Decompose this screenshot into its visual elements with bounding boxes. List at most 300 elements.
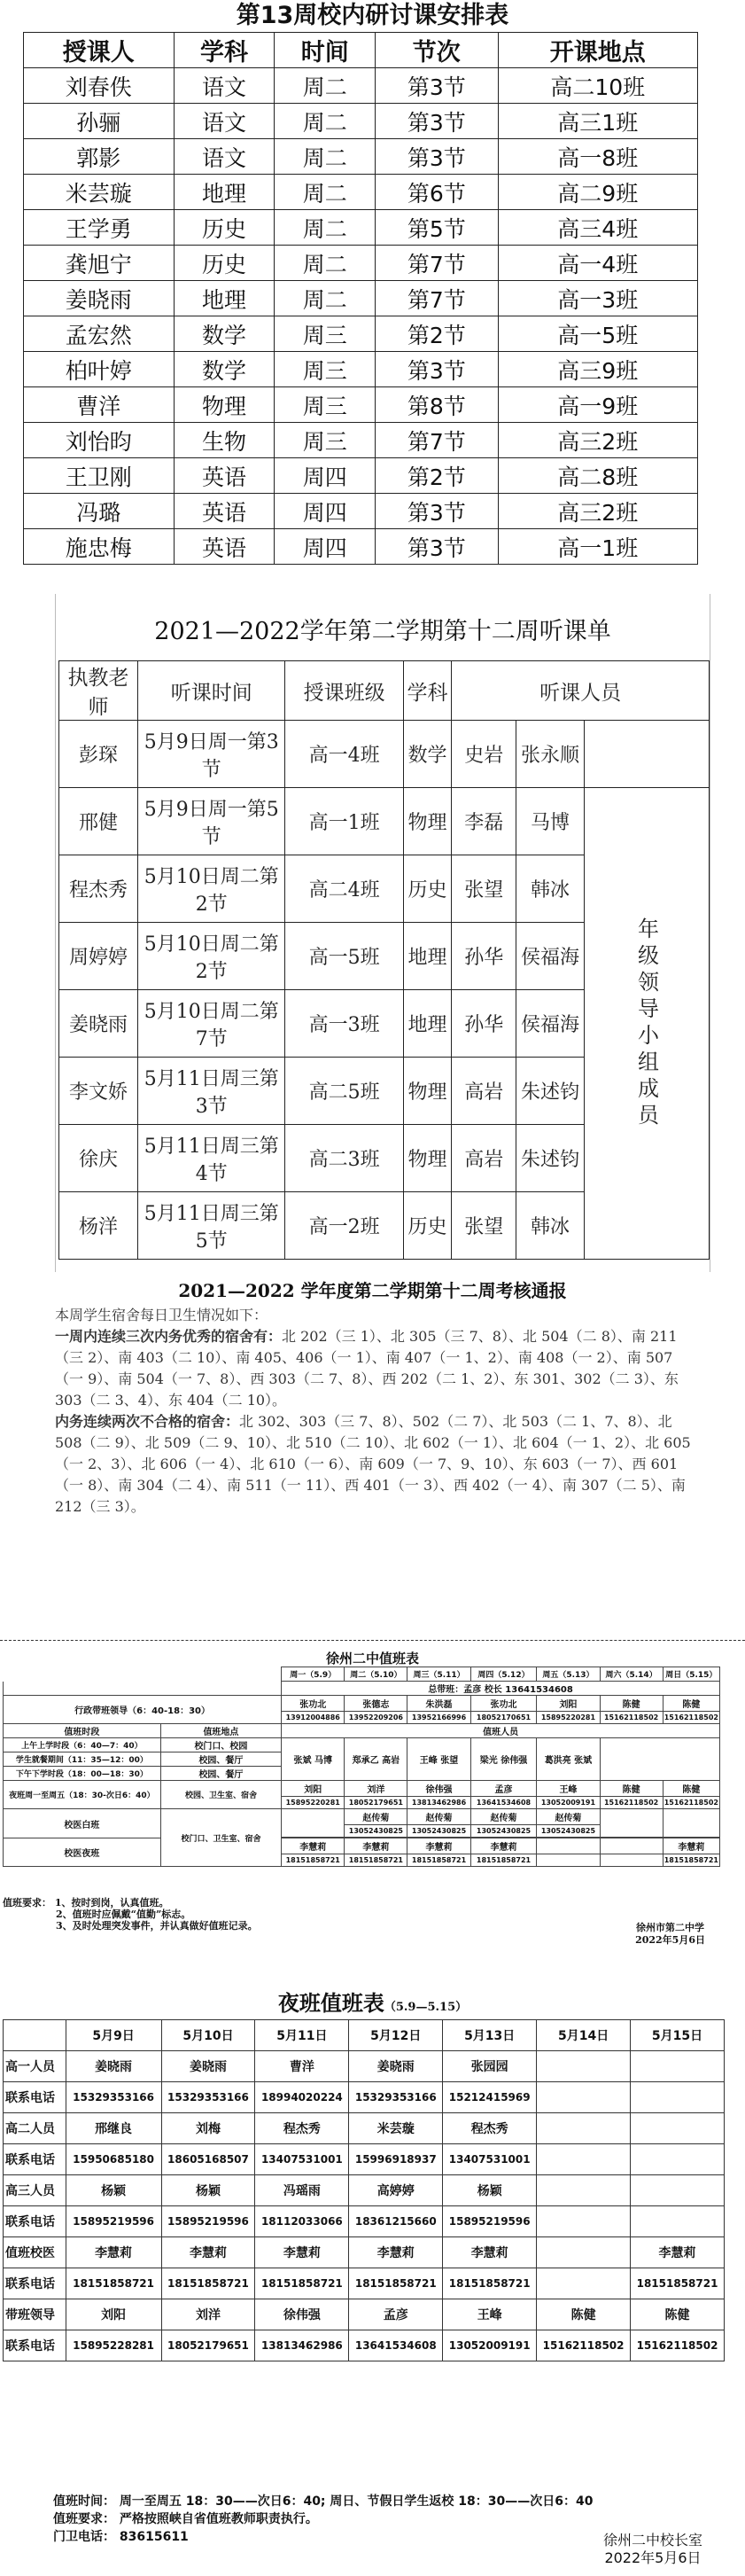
name-cell: 李慧莉 bbox=[255, 2237, 349, 2268]
table-cell: 张望 bbox=[452, 1192, 516, 1260]
row-label: 高一人员 bbox=[4, 2051, 66, 2082]
table-cell: 校门口、卫生室、宿舍 bbox=[160, 1809, 281, 1867]
name-cell: 刘阳 bbox=[66, 2299, 161, 2330]
row-label: 高三人员 bbox=[4, 2175, 66, 2206]
table-cell: 地理 bbox=[174, 175, 275, 210]
table-cell: 校园、餐厅 bbox=[160, 1767, 281, 1781]
name-cell: 姜晓雨 bbox=[66, 2051, 161, 2082]
name-cell bbox=[537, 2051, 631, 2082]
phone-cell: 18112033066 bbox=[255, 2206, 349, 2237]
table-cell: 5月11日周三第5节 bbox=[138, 1192, 285, 1260]
table-cell: 18151858721 bbox=[407, 1854, 470, 1867]
table-cell: 第6节 bbox=[376, 175, 498, 210]
phone-cell: 13407531001 bbox=[443, 2144, 537, 2175]
table-cell: 陈健 bbox=[663, 1781, 719, 1797]
table-cell: 周二 bbox=[275, 210, 376, 246]
table-cell: 周四 bbox=[275, 494, 376, 529]
phone-cell bbox=[631, 2206, 725, 2237]
table-cell: 龚旭宁 bbox=[24, 246, 175, 281]
table-cell: 15162118502 bbox=[663, 1797, 719, 1809]
header-cell: 时间 bbox=[275, 33, 376, 68]
table-cell: 高一8班 bbox=[498, 139, 698, 175]
table-cell: 高一4班 bbox=[285, 721, 403, 788]
table-cell: 历史 bbox=[403, 1192, 452, 1260]
name-cell: 李慧莉 bbox=[631, 2237, 725, 2268]
phone-cell: 15162118502 bbox=[537, 2330, 631, 2361]
table-cell: 第8节 bbox=[376, 387, 498, 423]
table-cell bbox=[537, 1838, 600, 1854]
table-cell: 第2节 bbox=[376, 458, 498, 494]
table-cell: 周四 bbox=[275, 529, 376, 565]
phone-cell: 18151858721 bbox=[443, 2268, 537, 2299]
name-cell: 姜晓雨 bbox=[349, 2051, 443, 2082]
table-cell: 施忠梅 bbox=[24, 529, 175, 565]
table-row bbox=[24, 68, 698, 104]
phone-cell bbox=[537, 2082, 631, 2113]
table-cell: 周二 bbox=[275, 104, 376, 139]
name-cell: 程杰秀 bbox=[255, 2113, 349, 2144]
table-cell: 王峰 bbox=[537, 1781, 600, 1797]
phone-cell: 15895228281 bbox=[66, 2330, 161, 2361]
duty-section bbox=[0, 1640, 745, 1972]
table-row bbox=[24, 246, 698, 281]
table-cell: 周日（5.15） bbox=[663, 1667, 719, 1682]
table-cell: 高三9班 bbox=[498, 352, 698, 387]
table-cell bbox=[600, 1809, 663, 1838]
table-cell: 郑承乙 高岩 bbox=[345, 1738, 407, 1781]
phone-cell: 18994020224 bbox=[255, 2082, 349, 2113]
duty-sign-date: 2022年5月6日 bbox=[635, 1934, 705, 1946]
table-cell: 张德志 bbox=[345, 1696, 407, 1712]
table-row bbox=[4, 2144, 725, 2175]
table-cell: 第2节 bbox=[376, 316, 498, 352]
table-cell: 第7节 bbox=[376, 423, 498, 458]
table-cell: 地理 bbox=[403, 923, 452, 990]
phone-cell bbox=[537, 2144, 631, 2175]
row-label: 高二人员 bbox=[4, 2113, 66, 2144]
table-cell: 值班人员 bbox=[282, 1724, 720, 1738]
phone-cell: 18151858721 bbox=[255, 2268, 349, 2299]
name-cell: 李慧莉 bbox=[443, 2237, 537, 2268]
table-cell bbox=[282, 1809, 345, 1838]
table-cell: 13641534608 bbox=[470, 1797, 537, 1809]
phone-cell: 18361215660 bbox=[349, 2206, 443, 2237]
table-cell: 周四 bbox=[275, 458, 376, 494]
table-row bbox=[59, 721, 710, 788]
fail-label: 内务连续两次不合格的宿舍： bbox=[55, 1413, 240, 1430]
table-row bbox=[24, 494, 698, 529]
duty-note: 3、及时处理突发事件，并认真做好值班记录。 bbox=[56, 1920, 258, 1932]
table-row bbox=[24, 352, 698, 387]
table-cell: 梁光 徐伟强 bbox=[470, 1738, 537, 1781]
phone-cell: 13052009191 bbox=[443, 2330, 537, 2361]
table-row bbox=[4, 1696, 720, 1712]
phone-cell: 15895219596 bbox=[161, 2206, 255, 2237]
table-cell: 周三 bbox=[275, 352, 376, 387]
table-row bbox=[4, 2237, 725, 2268]
table-row bbox=[4, 1667, 720, 1682]
table-cell: 地理 bbox=[174, 281, 275, 316]
night-footer bbox=[53, 2493, 593, 2546]
table-cell: 米芸璇 bbox=[24, 175, 175, 210]
table-row bbox=[4, 1781, 720, 1797]
table-cell: 曹洋 bbox=[24, 387, 175, 423]
table-cell: 姜晓雨 bbox=[24, 281, 175, 316]
table-cell bbox=[584, 721, 709, 788]
table-cell: 高三2班 bbox=[498, 423, 698, 458]
table-cell: 高一1班 bbox=[285, 788, 403, 855]
excellent-label: 一周内连续三次内务优秀的宿舍有： bbox=[55, 1328, 283, 1345]
table-row bbox=[24, 139, 698, 175]
table-cell: 赵传菊 bbox=[345, 1809, 407, 1825]
table-cell: 5月9日周一第5节 bbox=[138, 788, 285, 855]
table-cell: 姜晓雨 bbox=[59, 990, 138, 1058]
table-cell bbox=[600, 1854, 663, 1867]
table-cell: 第5节 bbox=[376, 210, 498, 246]
table-cell: 高一5班 bbox=[285, 923, 403, 990]
table-cell: 刘春佚 bbox=[24, 68, 175, 104]
name-cell: 杨颖 bbox=[66, 2175, 161, 2206]
excellent-list: 北 202（三 1）、北 305（三 7、8）、北 504（二 8）、南 211（三 2）、南 403（二 10）、南 405、406（一 1）、南 407（一 1、2）、南 408（一 2）、南 507（一 9）、南 504（一 7、8）、西 303（二 7、8）、西 202（二 1、2）、东 301、302（二 3）、东 303（二 3、4）、东 404（二 10）。 bbox=[55, 1328, 679, 1409]
phone-cell: 15212415969 bbox=[443, 2082, 537, 2113]
phone-cell: 13641534608 bbox=[349, 2330, 443, 2361]
date-header: 5月13日 bbox=[443, 2020, 537, 2051]
table-cell: 5月9日周一第3节 bbox=[138, 721, 285, 788]
side-note-cell bbox=[584, 788, 709, 1260]
phone-cell: 18151858721 bbox=[631, 2268, 725, 2299]
row-label: 联系电话 bbox=[4, 2330, 66, 2361]
table-cell: 周二 bbox=[275, 139, 376, 175]
phone-cell: 13407531001 bbox=[255, 2144, 349, 2175]
table-cell: 周四（5.12） bbox=[470, 1667, 537, 1682]
table-cell: 郭影 bbox=[24, 139, 175, 175]
table-row bbox=[59, 788, 710, 855]
divider bbox=[0, 1640, 745, 1641]
table-cell: 王卫刚 bbox=[24, 458, 175, 494]
table-cell bbox=[663, 1809, 719, 1838]
phone-cell: 15895219596 bbox=[443, 2206, 537, 2237]
night-table bbox=[3, 2019, 725, 2361]
name-cell: 高婷婷 bbox=[349, 2175, 443, 2206]
header-row bbox=[4, 2020, 725, 2051]
table-cell: 徐庆 bbox=[59, 1125, 138, 1192]
table-cell: 刘怡昀 bbox=[24, 423, 175, 458]
table-cell: 韩冰 bbox=[516, 1192, 585, 1260]
header-row bbox=[59, 661, 710, 721]
table-cell: 柏叶婷 bbox=[24, 352, 175, 387]
night-title bbox=[0, 1986, 745, 2017]
header-cell: 听课人员 bbox=[452, 661, 710, 721]
table-cell bbox=[4, 1682, 282, 1696]
table-cell: 高岩 bbox=[452, 1058, 516, 1125]
name-cell bbox=[537, 2175, 631, 2206]
table-cell: 校园、餐厅 bbox=[160, 1752, 281, 1767]
table-cell bbox=[4, 1667, 282, 1682]
table-row bbox=[24, 104, 698, 139]
table-cell: 数学 bbox=[174, 352, 275, 387]
table-cell: 马博 bbox=[516, 788, 585, 855]
report-section bbox=[0, 1276, 745, 1618]
table-cell: 5月10日周二第2节 bbox=[138, 923, 285, 990]
table-cell: 历史 bbox=[403, 855, 452, 923]
fail-list: 北 302、303（三 7、8）、502（二 7）、北 503（二 1、7、8）、北 508（二 9）、北 509（二 9、10）、北 510（二 10）、北 602（一 1）、北 604（一 1、2）、北 605（一 2、3）、北 606（一 4）、北 610（一 6）、南 609（一 7、9、10）、东 603（一 7）、西 601（一 8）、南 304（二 4）、南 511（一 11）、西 401（一 3）、西 402（一 4）、南 307（二 5）、南 212（三 3）。 bbox=[55, 1413, 691, 1515]
table-cell: 周婷婷 bbox=[59, 923, 138, 990]
phone-cell: 15996918937 bbox=[349, 2144, 443, 2175]
header-cell: 节次 bbox=[376, 33, 498, 68]
table-cell: 陈健 bbox=[663, 1696, 719, 1712]
table-cell: 韩冰 bbox=[516, 855, 585, 923]
row-label: 带班领导 bbox=[4, 2299, 66, 2330]
table-row bbox=[4, 2299, 725, 2330]
phone-cell bbox=[631, 2144, 725, 2175]
table-cell: 高二4班 bbox=[285, 855, 403, 923]
night-title-text: 夜班值班表 bbox=[277, 1990, 384, 2016]
name-cell: 刘洋 bbox=[161, 2299, 255, 2330]
table-cell: 总带班：孟彦 校长 13641534608 bbox=[282, 1682, 720, 1696]
table-cell: 徐伟强 bbox=[407, 1781, 470, 1797]
table-cell: 18151858721 bbox=[345, 1854, 407, 1867]
table-cell: 孙华 bbox=[452, 990, 516, 1058]
table-cell: 13912004886 bbox=[282, 1712, 345, 1724]
week13-section bbox=[0, 0, 745, 567]
table-cell: 张永顺 bbox=[516, 721, 585, 788]
table-cell: 13952166996 bbox=[407, 1712, 470, 1724]
table-cell: 彭琛 bbox=[59, 721, 138, 788]
table-cell: 15895220281 bbox=[537, 1712, 600, 1724]
table-cell: 周三 bbox=[275, 316, 376, 352]
phone-cell: 18052179651 bbox=[161, 2330, 255, 2361]
table-cell: 周二 bbox=[275, 281, 376, 316]
table-cell: 15162118502 bbox=[663, 1712, 719, 1724]
row-label: 联系电话 bbox=[4, 2206, 66, 2237]
date-header: 5月14日 bbox=[537, 2020, 631, 2051]
table-cell: 朱述钧 bbox=[516, 1125, 585, 1192]
table-cell: 5月11日周三第3节 bbox=[138, 1058, 285, 1125]
night-title-sub: （5.9—5.15） bbox=[384, 2001, 468, 2014]
table-cell: 史岩 bbox=[452, 721, 516, 788]
name-cell: 李慧莉 bbox=[349, 2237, 443, 2268]
phone-cell bbox=[631, 2082, 725, 2113]
table-cell: 李文娇 bbox=[59, 1058, 138, 1125]
table-cell: 高三4班 bbox=[498, 210, 698, 246]
name-cell bbox=[537, 2237, 631, 2268]
table-cell: 高三1班 bbox=[498, 104, 698, 139]
table-cell: 数学 bbox=[403, 721, 452, 788]
table-cell: 程杰秀 bbox=[59, 855, 138, 923]
table-cell: 5月10日周二第2节 bbox=[138, 855, 285, 923]
table-cell: 地理 bbox=[403, 990, 452, 1058]
table-cell: 历史 bbox=[174, 246, 275, 281]
night-sign-date: 2022年5月6日 bbox=[604, 2549, 702, 2566]
table-cell: 行政带班领导（6：40-18：30） bbox=[4, 1696, 282, 1724]
date-header: 5月9日 bbox=[66, 2020, 161, 2051]
table-cell: 周五（5.13） bbox=[537, 1667, 600, 1682]
table-cell: 语文 bbox=[174, 104, 275, 139]
table-cell: 15162118502 bbox=[600, 1712, 663, 1724]
table-cell: 高二8班 bbox=[498, 458, 698, 494]
table-row bbox=[24, 281, 698, 316]
table-cell: 李慧莉 bbox=[345, 1838, 407, 1854]
table-cell: 语文 bbox=[174, 139, 275, 175]
duty-note: 2、值班时应佩戴“值勤”标志。 bbox=[56, 1909, 191, 1920]
table-cell: 李慧莉 bbox=[282, 1838, 345, 1854]
table-cell: 18151858721 bbox=[470, 1854, 537, 1867]
table-cell: 第3节 bbox=[376, 68, 498, 104]
listen-table bbox=[58, 660, 710, 1260]
table-cell: 历史 bbox=[174, 210, 275, 246]
header-cell: 授课人 bbox=[24, 33, 175, 68]
listen-section bbox=[0, 594, 745, 1276]
table-cell: 高一9班 bbox=[498, 387, 698, 423]
phone-cell: 15329353166 bbox=[161, 2082, 255, 2113]
table-cell: 校园、卫生室、宿舍 bbox=[160, 1781, 281, 1809]
night-signature bbox=[603, 2532, 702, 2567]
table-row bbox=[24, 458, 698, 494]
phone-cell: 15329353166 bbox=[66, 2082, 161, 2113]
date-header: 5月10日 bbox=[161, 2020, 255, 2051]
row-label: 值班校医 bbox=[4, 2237, 66, 2268]
duty-notes bbox=[3, 1897, 720, 1932]
table-cell: 冯璐 bbox=[24, 494, 175, 529]
name-cell bbox=[537, 2113, 631, 2144]
table-cell: 周六（5.14） bbox=[600, 1667, 663, 1682]
name-cell bbox=[631, 2113, 725, 2144]
table-cell: 英语 bbox=[174, 529, 275, 565]
table-cell: 13952209206 bbox=[345, 1712, 407, 1724]
table-cell: 杨洋 bbox=[59, 1192, 138, 1260]
table-cell: 邢健 bbox=[59, 788, 138, 855]
table-cell: 周一（5.9） bbox=[282, 1667, 345, 1682]
table-cell: 刘阳 bbox=[537, 1696, 600, 1712]
row-label: 联系电话 bbox=[4, 2144, 66, 2175]
table-cell: 侯福海 bbox=[516, 990, 585, 1058]
table-cell: 语文 bbox=[174, 68, 275, 104]
table-row bbox=[24, 175, 698, 210]
name-cell bbox=[631, 2175, 725, 2206]
table-cell: 陈健 bbox=[600, 1781, 663, 1797]
table-cell: 高一3班 bbox=[285, 990, 403, 1058]
duty-sign-org: 徐州市第二中学 bbox=[636, 1922, 705, 1933]
table-cell: 王峰 张望 bbox=[407, 1738, 470, 1781]
table-cell: 第7节 bbox=[376, 281, 498, 316]
header-cell: 授课班级 bbox=[285, 661, 403, 721]
table-row bbox=[4, 1682, 720, 1696]
table-row bbox=[24, 316, 698, 352]
name-cell: 李慧莉 bbox=[161, 2237, 255, 2268]
name-cell: 刘梅 bbox=[161, 2113, 255, 2144]
table-cell: 13052430825 bbox=[470, 1825, 537, 1838]
table-cell: 5月10日周二第7节 bbox=[138, 990, 285, 1058]
table-row bbox=[4, 1838, 720, 1854]
name-cell: 孟彦 bbox=[349, 2299, 443, 2330]
header-cell: 执教老师 bbox=[59, 661, 138, 721]
table-cell: 值班时段 bbox=[4, 1724, 161, 1738]
table-cell: 13052009191 bbox=[537, 1797, 600, 1809]
table-row bbox=[24, 423, 698, 458]
phone-cell: 13813462986 bbox=[255, 2330, 349, 2361]
header-cell: 听课时间 bbox=[138, 661, 285, 721]
table-cell: 周三 bbox=[275, 423, 376, 458]
night-foot-phone: 门卫电话： 83615611 bbox=[53, 2530, 189, 2544]
name-cell bbox=[631, 2051, 725, 2082]
table-cell: 张功北 bbox=[282, 1696, 345, 1712]
name-cell: 张园园 bbox=[443, 2051, 537, 2082]
report-intro: 本周学生宿舍每日卫生情况如下： bbox=[55, 1307, 268, 1323]
report-title: 2021—2022 学年度第二学期第十二周考核通报 bbox=[178, 1280, 567, 1301]
table-cell: 孙骊 bbox=[24, 104, 175, 139]
table-row bbox=[4, 2082, 725, 2113]
name-cell: 杨颖 bbox=[443, 2175, 537, 2206]
table-cell: 13052430825 bbox=[345, 1825, 407, 1838]
table-cell: 第3节 bbox=[376, 352, 498, 387]
table-cell: 校医夜班 bbox=[4, 1838, 161, 1867]
table-cell: 张功北 bbox=[470, 1696, 537, 1712]
table-cell: 13052430825 bbox=[407, 1825, 470, 1838]
table-cell: 侯福海 bbox=[516, 923, 585, 990]
phone-cell: 15950685180 bbox=[66, 2144, 161, 2175]
table-row bbox=[4, 2330, 725, 2361]
table-cell: 值班地点 bbox=[160, 1724, 281, 1738]
table-row bbox=[4, 2268, 725, 2299]
table-cell: 5月11日周三第4节 bbox=[138, 1125, 285, 1192]
table-cell: 刘阳 bbox=[282, 1781, 345, 1797]
table-cell: 英语 bbox=[174, 494, 275, 529]
table-cell: 学生就餐期间（11：35—12：00） bbox=[4, 1752, 161, 1767]
table-cell: 第3节 bbox=[376, 139, 498, 175]
name-cell: 姜晓雨 bbox=[161, 2051, 255, 2082]
table-cell: 下午下学时段（18：00—18：30） bbox=[4, 1767, 161, 1781]
name-cell: 程杰秀 bbox=[443, 2113, 537, 2144]
week13-title: 第13周校内研讨课安排表 bbox=[236, 2, 509, 29]
table-cell: 张斌 马博 bbox=[282, 1738, 345, 1781]
phone-cell bbox=[537, 2206, 631, 2237]
night-foot-time: 值班时间： 周一至周五 18：30——次日6：40; 周日、节假日学生返校 18：30——次日6：40 bbox=[53, 2494, 594, 2509]
duty-table bbox=[3, 1667, 720, 1867]
table-cell: 第3节 bbox=[376, 494, 498, 529]
table-cell: 15162118502 bbox=[600, 1797, 663, 1809]
table-cell: 周二 bbox=[275, 246, 376, 281]
night-section bbox=[0, 1986, 745, 2576]
name-cell: 陈健 bbox=[631, 2299, 725, 2330]
table-cell: 周二 bbox=[275, 175, 376, 210]
name-cell: 徐伟强 bbox=[255, 2299, 349, 2330]
report-excellent bbox=[55, 1326, 693, 1411]
header-cell: 学科 bbox=[174, 33, 275, 68]
name-cell: 李慧莉 bbox=[66, 2237, 161, 2268]
table-cell: 孟宏然 bbox=[24, 316, 175, 352]
name-cell: 王峰 bbox=[443, 2299, 537, 2330]
phone-cell: 18605168507 bbox=[161, 2144, 255, 2175]
table-row bbox=[24, 529, 698, 565]
table-cell: 13813462986 bbox=[407, 1797, 470, 1809]
phone-cell bbox=[537, 2268, 631, 2299]
table-row bbox=[4, 2113, 725, 2144]
table-cell: 赵传菊 bbox=[537, 1809, 600, 1825]
table-cell: 高二9班 bbox=[498, 175, 698, 210]
header-cell: 学科 bbox=[403, 661, 452, 721]
duty-title: 徐州二中值班表 bbox=[325, 1651, 419, 1667]
table-cell: 上午上学时段（6：40—7：40） bbox=[4, 1738, 161, 1752]
table-row bbox=[24, 387, 698, 423]
table-cell: 18151858721 bbox=[282, 1854, 345, 1867]
table-cell bbox=[600, 1738, 719, 1781]
night-foot-req: 值班要求： 严格按照峡自省值班教师职责执行。 bbox=[53, 2512, 318, 2526]
table-cell: 13052430825 bbox=[537, 1825, 600, 1838]
name-cell: 曹洋 bbox=[255, 2051, 349, 2082]
phone-cell: 18151858721 bbox=[349, 2268, 443, 2299]
table-cell: 周三（5.11） bbox=[407, 1667, 470, 1682]
table-cell: 数学 bbox=[174, 316, 275, 352]
